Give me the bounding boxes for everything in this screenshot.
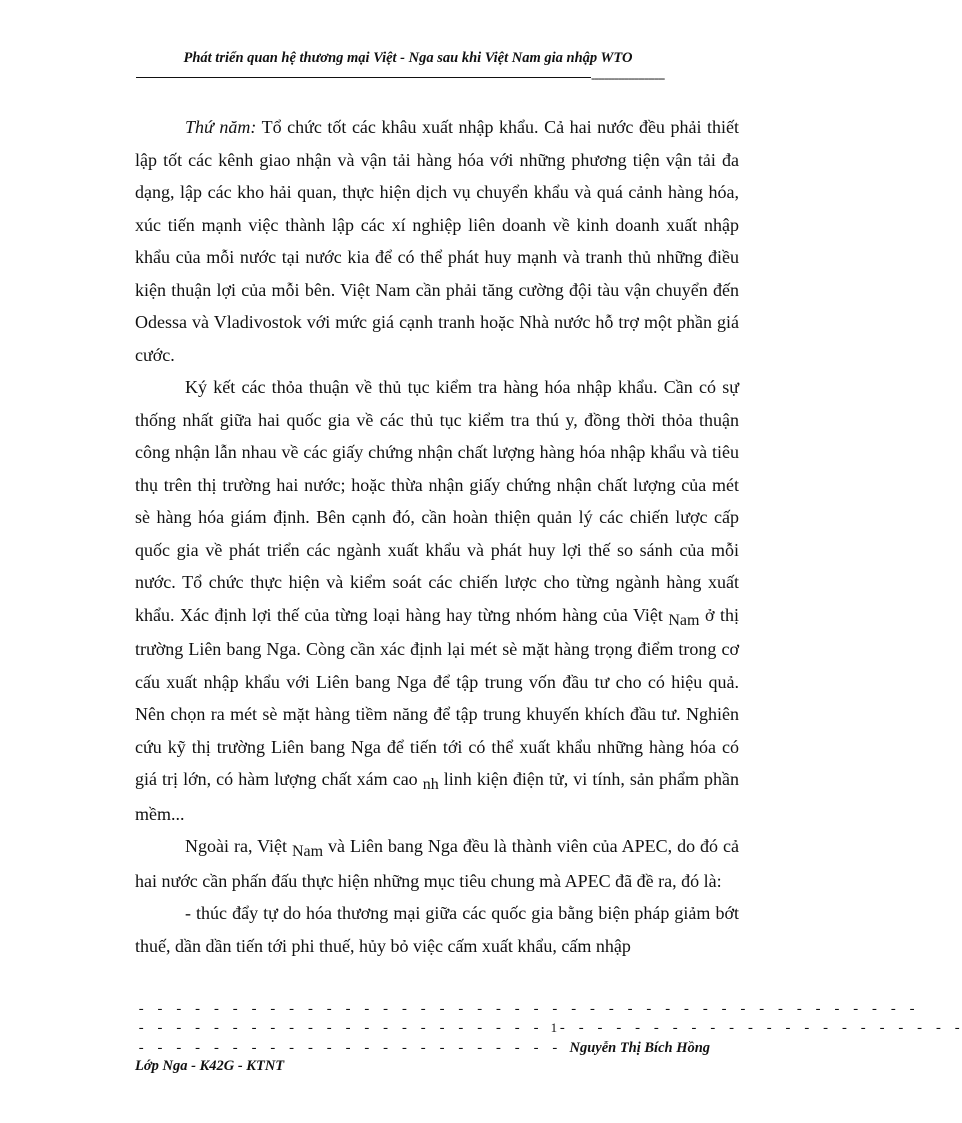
header-solid-rule <box>136 77 591 78</box>
document-body <box>135 111 739 962</box>
footer-dash-line-1: - - - - - - - - - - - - - - - - - - - - - - - - - - - - - - - - - - - - - - - - - - <box>137 1002 918 1018</box>
header-dash-rule: ---------------------- <box>591 70 665 86</box>
class-label: Lớp Nga - K42G - KTNT <box>135 1058 285 1074</box>
header-rule <box>136 70 720 85</box>
paragraph-3-part2: và Liên bang Nga đều là thành viên của APEC, do đó cả hai nước cần phấn đấu thực hiện những mục tiêu chung mà APEC đã đề ra, đó là: <box>135 836 739 891</box>
paragraph-1-text: Tổ chức tốt các khâu xuất nhập khẩu. Cả hai nước đều phải thiết lập tốt các kênh giao nhận và vận tải hàng hóa với những phương tiện vận tải đa dạng, lập các kho hải quan, thực hiện dịch vụ chuyển khẩu và quá cảnh hàng hóa, xúc tiến mạnh việc thành lập các xí nghiệp liên doanh về kinh doanh xuất nhập khẩu của mỗi nước tại nước kia để có thể phát huy mạnh và tranh thủ những điều kiện thuận lợi của mỗi bên. Việt Nam cần phải tăng cường đội tàu vận chuyển đến Odessa và Vladivostok với mức giá cạnh tranh hoặc Nhà nước hỗ trợ một phần giá cước. <box>135 117 739 365</box>
paragraph-3-part1: Ngoài ra, Việt <box>185 836 292 856</box>
paragraph-3 <box>135 830 739 897</box>
author-name: Nguyễn Thị Bích Hồng <box>569 1040 711 1056</box>
paragraph-4-text: - thúc đẩy tự do hóa thương mại giữa các quốc gia bằng biện pháp giảm bớt thuế, dần dần tiến tới phi thuế, hủy bỏ việc cấm xuất khẩu, cấm nhập <box>135 903 739 956</box>
page-number: 1 <box>550 1020 559 1035</box>
footer-dash-2a: - - - - - - - - - - - - - - - - - - - - - - <box>137 1021 551 1037</box>
paragraph-4 <box>135 897 739 962</box>
paragraph-2-sub1: Nam <box>668 611 700 629</box>
footer-dash-line-3 <box>137 1040 741 1057</box>
paragraph-2-part2: ở thị trường Liên bang Nga. Còng cần xác định lại mét sè mặt hàng trọng điểm trong cơ cấu xuất nhập khẩu với Liên bang Nga để tập trung vốn đầu tư cho có hiệu quả. Nên chọn ra mét sè mặt hàng tiềm năng để tập trung khuyến khích đầu tư. Nghiên cứu kỹ thị trường Liên bang Nga để tiến tới có thể xuất khẩu những hàng hóa có giá trị lớn, có hàm lượng chất xám cao <box>135 604 739 789</box>
paragraph-2 <box>135 371 739 830</box>
paragraph-2-part1: Ký kết các thỏa thuận về thủ tục kiểm tra hàng hóa nhập khẩu. Cần có sự thống nhất giữa hai quốc gia về các thủ tục kiểm tra thú y, đồng thời thỏa thuận công nhận lẫn nhau về các giấy chứng nhận chất lượng hàng hóa nhập khẩu và tiêu thụ trên thị trường hai nước; hoặc thừa nhận giấy chứng nhận chất lượng của mét sè hàng hóa giám định. Bên cạnh đó, cần hoàn thiện quản lý các chiến lược cấp quốc gia về phát triển các ngành xuất khẩu và phát huy lợi thế so sánh của mỗi nước. Tổ chức thực hiện và kiểm soát các chiến lược cho từng ngành hàng xuất khẩu. Xác định lợi thế của từng loại hàng hay từng nhóm hàng của Việt <box>135 377 739 625</box>
paragraph-1-lead: Thứ năm: <box>185 117 257 137</box>
page-header-title: Phát triển quan hệ thương mại Việt - Nga sau khi Việt Nam gia nhập WTO <box>183 50 633 66</box>
paragraph-3-sub1: Nam <box>291 843 324 860</box>
footer-dash-line-2 <box>137 1020 962 1037</box>
footer-dash-2b: - - - - - - - - - - - - - - - - - - - - - - <box>558 1021 962 1037</box>
paragraph-1 <box>135 111 739 371</box>
paragraph-2-sub2: nh <box>422 776 439 793</box>
footer-dash-3: - - - - - - - - - - - - - - - - - - - - - - - <box>137 1041 570 1057</box>
paragraph-2-part3: linh kiện điện tử, vi tính, sản phẩm phần mềm... <box>135 769 739 824</box>
